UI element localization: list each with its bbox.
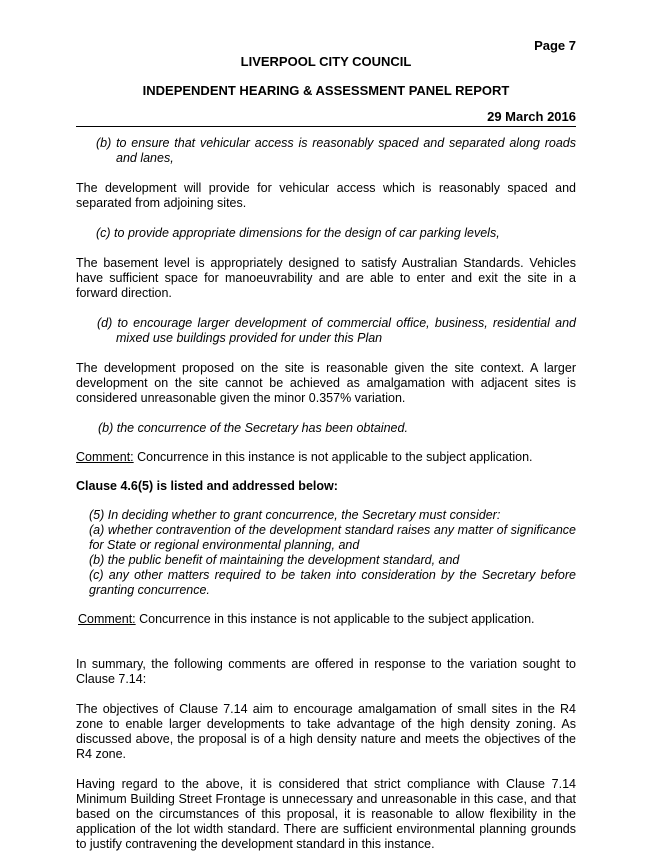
header-divider	[76, 126, 576, 127]
council-name: LIVERPOOL CITY COUNCIL	[240, 54, 412, 69]
comment-label: Comment:	[78, 612, 136, 626]
paragraph-c: The basement level is appropriately designed to satisfy Australian Standards. Vehicles have sufficient space for manoeuvrability and are able to enter and exit the site in a forward direction.	[76, 256, 576, 300]
report-title: INDEPENDENT HEARING & ASSESSMENT PANEL REPORT	[142, 83, 510, 98]
clause-item: (c) any other matters required to be taken into consideration by the Secretary before granting concurrence.	[89, 568, 576, 597]
comment-2	[76, 612, 576, 627]
clause-item: (b) the public benefit of maintaining the development standard, and	[89, 553, 460, 567]
objective-b: (b) to ensure that vehicular access is reasonably spaced and separated along roads and lanes,	[96, 136, 576, 165]
summary-paragraph: In summary, the following comments are offered in response to the variation sought to Clause 7.14:	[76, 657, 576, 686]
conclusion-paragraph: Having regard to the above, it is considered that strict compliance with Clause 7.14 Minimum Building Street Frontage is unnecessary and unreasonable in this case, and that based on the circumstances of this proposal, it is reasonable to allow flexibility in the application of the lot width standard. There are sufficient environmental planning grounds to justify contravening the development standard in this instance.	[76, 777, 576, 851]
paragraph-d: The development proposed on the site is reasonable given the site context. A larger development on the site cannot be achieved as amalgamation with adjacent sites is considered unreasonable given the minor 0.357% variation.	[76, 361, 576, 405]
clause-list	[76, 508, 576, 598]
clause-heading: Clause 4.6(5) is listed and addressed below:	[76, 479, 338, 493]
comment-1	[76, 450, 576, 465]
comment-label: Comment:	[76, 450, 134, 464]
objective-d: (d) to encourage larger development of commercial office, business, residential and mixed use buildings provided for under this Plan	[97, 316, 576, 345]
objectives-paragraph: The objectives of Clause 7.14 aim to encourage amalgamation of small sites in the R4 zone to enable larger developments to take advantage of the high density zoning. As discussed above, the proposal is of a high density nature and meets the objectives of the R4 zone.	[76, 702, 576, 761]
secretary-concurrence: (b) the concurrence of the Secretary has been obtained.	[98, 421, 408, 435]
paragraph-b: The development will provide for vehicular access which is reasonably spaced and separated from adjoining sites.	[76, 181, 576, 210]
report-body	[76, 136, 576, 852]
report-date: 29 March 2016	[487, 109, 576, 124]
clause-item: (5) In deciding whether to grant concurrence, the Secretary must consider:	[89, 508, 501, 522]
comment-text: Concurrence in this instance is not applicable to the subject application.	[133, 450, 533, 464]
clause-item: (a) whether contravention of the development standard raises any matter of significance for State or regional environmental planning, and	[89, 523, 576, 552]
page-number: Page 7	[534, 38, 576, 53]
comment-text: Concurrence in this instance is not applicable to the subject application.	[135, 612, 535, 626]
objective-c: (c) to provide appropriate dimensions for the design of car parking levels,	[96, 226, 500, 240]
